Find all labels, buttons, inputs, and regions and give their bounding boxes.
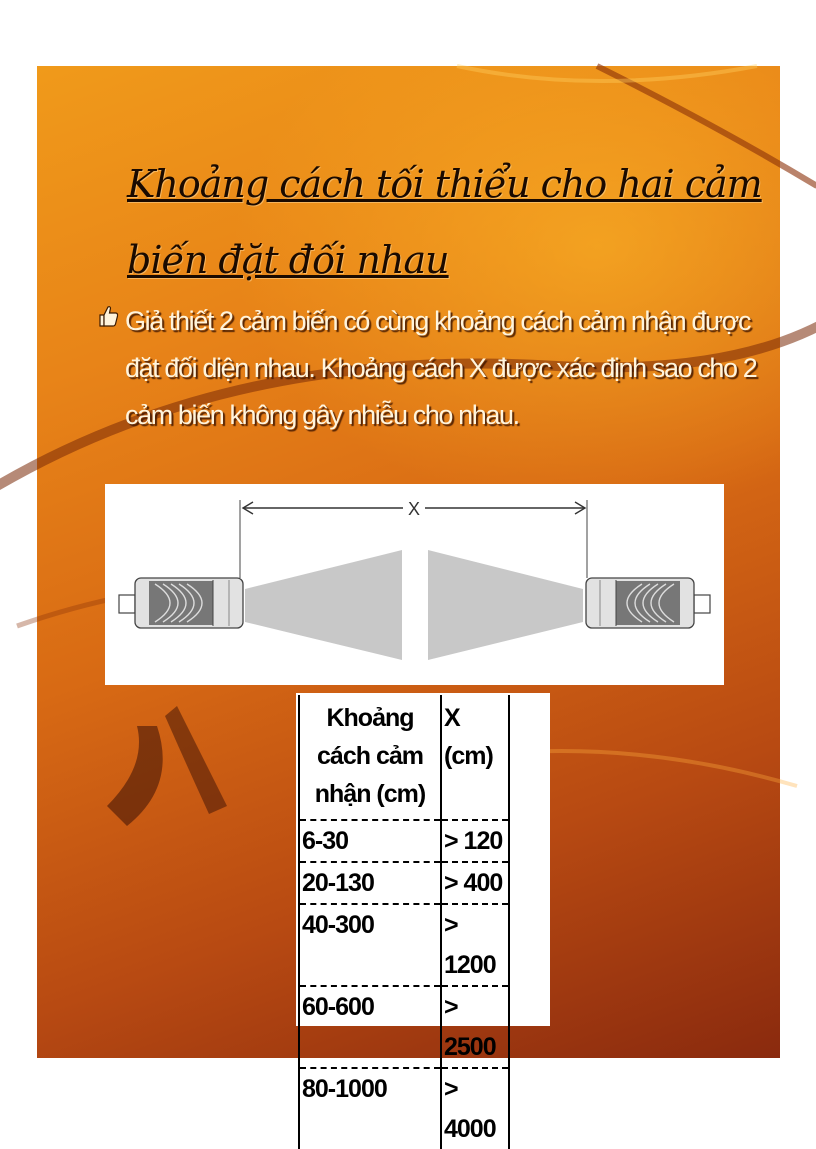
sensor-diagram-svg (105, 484, 724, 685)
slide (37, 66, 780, 1143)
slide-title: Khoảng cách tối thiểu cho hai cảm biến đặt đối nhau (127, 162, 762, 282)
cell-range: 6-30 (299, 820, 441, 862)
bullet-text: Giả thiết 2 cảm biến có cùng khoảng cách cảm nhận được đặt đối diện nhau. Khoảng cách X được xác định sao cho 2 cảm biến không gây nhiễu cho nhau. (125, 306, 757, 430)
table-row (299, 904, 509, 986)
cell-x: > 1200 (441, 904, 509, 986)
distance-table-grid (298, 695, 510, 1149)
cell-x: > 120 (441, 820, 509, 862)
cell-range: 20-130 (299, 862, 441, 904)
table-header-row (299, 695, 509, 820)
left-sensor (119, 578, 243, 628)
table-row (299, 820, 509, 862)
header-sensing-distance: Khoảng cách cảm nhận (cm) (299, 695, 441, 820)
header-x: X (cm) (441, 695, 509, 820)
cell-range: 80-1000 (299, 1068, 441, 1149)
cell-x: > 2500 (441, 986, 509, 1068)
cell-range: 60-600 (299, 986, 441, 1068)
table-row (299, 1068, 509, 1149)
thumbs-up-icon (97, 304, 119, 328)
distance-label: X (407, 499, 421, 519)
right-sensor (586, 578, 710, 628)
sensor-diagram (105, 484, 724, 685)
table-row (299, 986, 509, 1068)
cell-x: > 400 (441, 862, 509, 904)
distance-table (296, 693, 550, 1143)
cell-x: > 4000 (441, 1068, 509, 1149)
cell-range: 40-300 (299, 904, 441, 986)
table-row (299, 862, 509, 904)
